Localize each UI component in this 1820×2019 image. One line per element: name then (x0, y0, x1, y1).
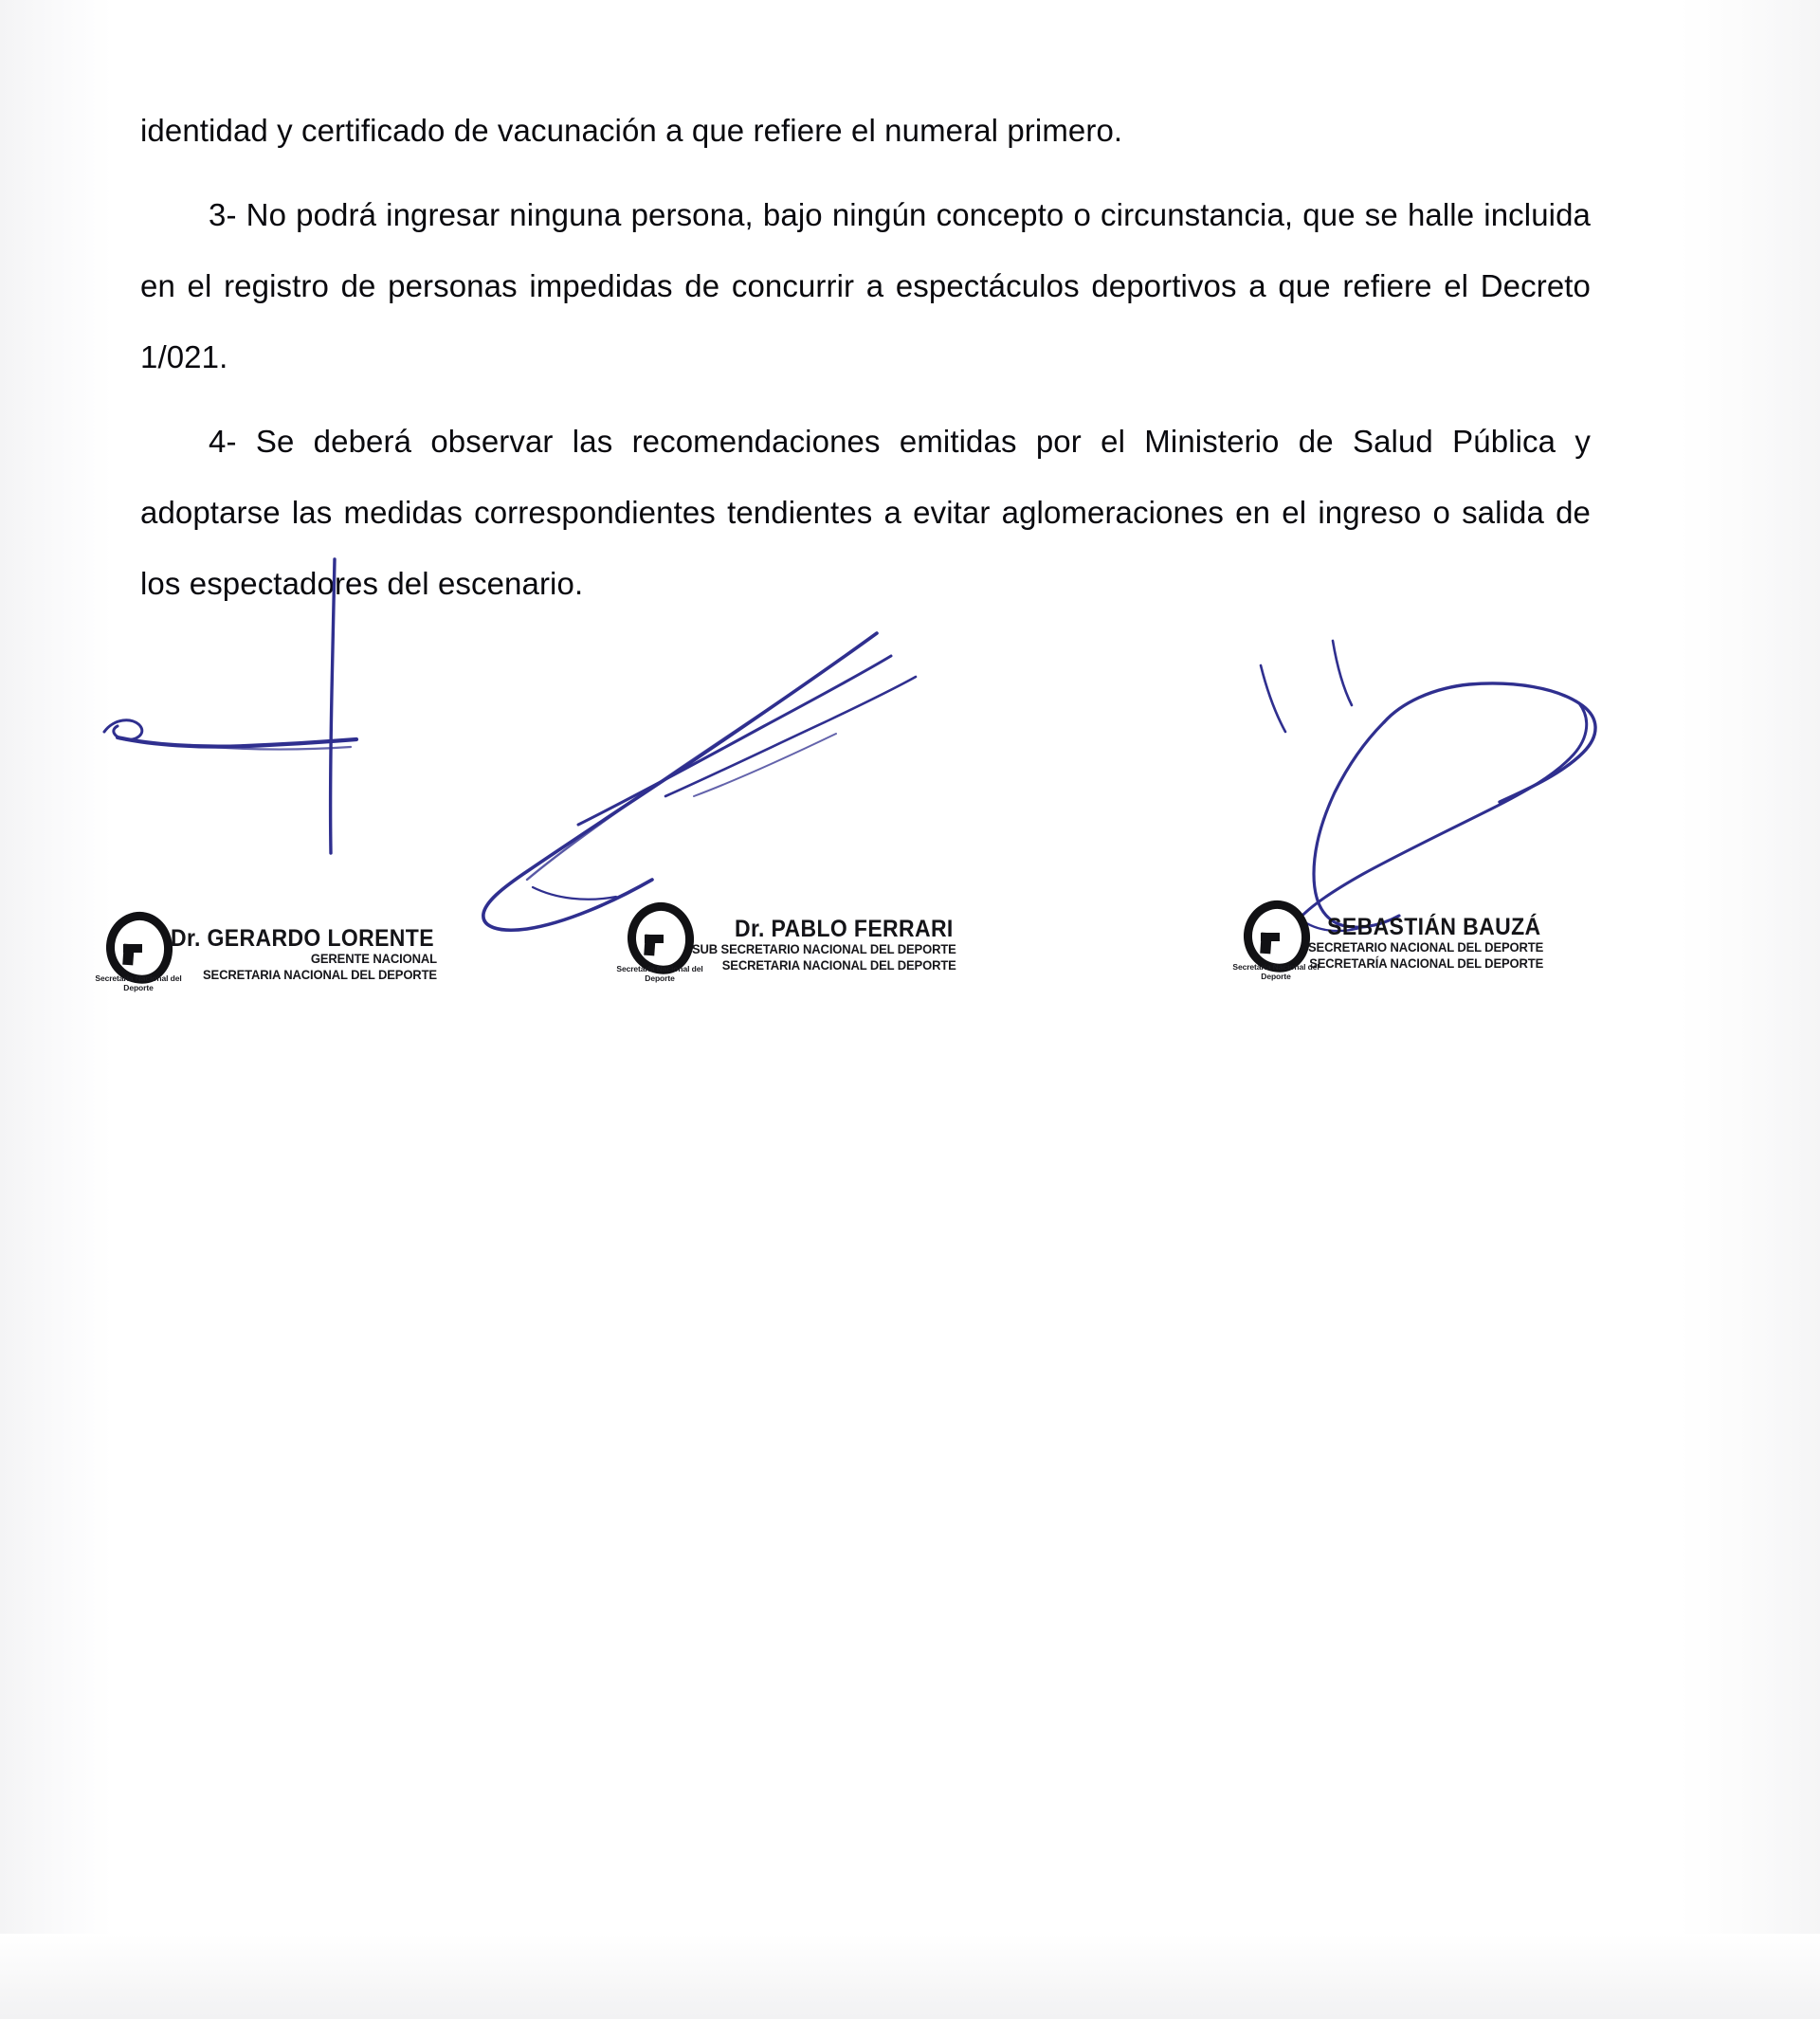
stamp-text-bauza (1308, 899, 1561, 972)
stamp-logo-caption: Secretaría Nacional del Deporte (616, 964, 703, 983)
stamp-text-lorente (171, 910, 457, 983)
stamp-role: SUB SECRETARIO NACIONAL DEL DEPORTE (692, 941, 956, 956)
official-stamp-ferrari (616, 900, 976, 983)
stamp-organization: SECRETARÍA NACIONAL DEL DEPORTE (1309, 955, 1544, 971)
stamp-logo-caption: Secretaría Nacional del Deporte (95, 973, 182, 992)
signature-block-bauza (1204, 626, 1678, 1024)
stamp-organization: SECRETARIA NACIONAL DEL DEPORTE (202, 967, 437, 982)
stamp-name: Dr. GERARDO LORENTE (171, 925, 434, 952)
official-stamp-bauza (1232, 899, 1561, 981)
stamp-name: Dr. PABLO FERRARI (734, 916, 954, 942)
document-body (140, 95, 1591, 632)
stamp-text-ferrari (692, 900, 976, 973)
deporte-seal-icon (1232, 899, 1320, 981)
paragraph-item-3: 3- No podrá ingresar ninguna persona, bajo ningún concepto o circunstancia, que se halle incluida en el registro de personas impedidas de concurrir a espectáculos deportivos a que refiere el Decreto 1/021. (140, 197, 1591, 374)
deporte-seal-icon (616, 900, 703, 983)
official-stamp-lorente (95, 910, 457, 992)
paragraph-continuation: identidad y certificado de vacunación a que refiere el numeral primero. (140, 113, 1123, 148)
stamp-organization: SECRETARIA NACIONAL DEL DEPORTE (721, 957, 956, 973)
stamp-role: SECRETARIO NACIONAL DEL DEPORTE (1308, 939, 1544, 955)
stamp-logo-caption: Secretaría Nacional del Deporte (1232, 962, 1320, 981)
signature-zone (0, 664, 1820, 1194)
signature-block-lorente (85, 664, 559, 1062)
scan-edge-bottom (0, 1934, 1820, 2019)
deporte-seal-icon (95, 910, 182, 992)
signature-block-ferrari (569, 626, 1043, 1024)
stamp-role: GERENTE NACIONAL (310, 951, 437, 966)
stamp-name: SEBASTIÁN BAUZÁ (1327, 914, 1541, 940)
paragraph-item-4: 4- Se deberá observar las recomendaciones emitidas por el Ministerio de Salud Pública y adoptarse las medidas correspondientes tendientes a evitar aglomeraciones en el ingreso o salida de los espectadores del escenario. (140, 424, 1591, 601)
